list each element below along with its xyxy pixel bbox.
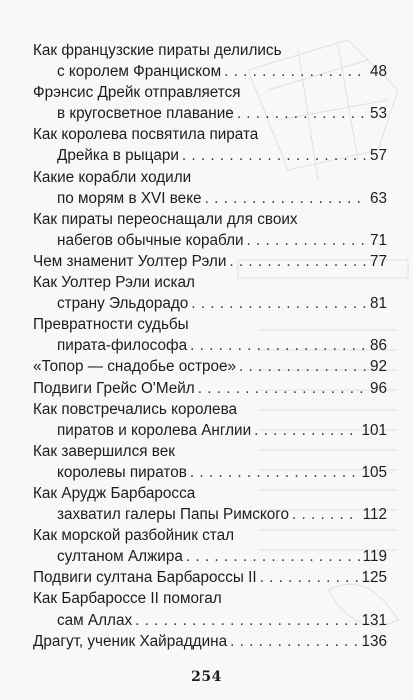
toc-entry-page: 136: [361, 632, 387, 650]
page-number: 254: [191, 669, 222, 685]
toc-entry: [33, 251, 387, 272]
toc-entry-title-line: Как королева посвятила пирата: [33, 126, 259, 144]
dot-leader: [198, 378, 367, 399]
toc-entry-title-line: с королем Франциском: [57, 63, 222, 81]
toc-entry: [33, 631, 387, 652]
toc-entry: [33, 209, 387, 251]
toc-entry: [33, 567, 387, 588]
toc-entry-title-line: Как Барбароссе II помогал: [33, 590, 222, 608]
dot-leader: [224, 61, 367, 82]
toc-entry-title-line: в кругосветное плавание: [57, 105, 234, 123]
toc-entry-title-line: султаном Алжира: [57, 548, 183, 566]
toc-entry-title-line: пиратов и королева Англии: [57, 421, 252, 439]
dot-leader: [191, 293, 367, 314]
toc-entry-title-line: «Топор — снадобье острое»: [33, 358, 236, 376]
toc-entry-title-line: Как морской разбойник стал: [33, 527, 235, 545]
toc-entry-page: 101: [361, 421, 387, 439]
toc-entry-page: 86: [369, 337, 387, 355]
toc-entry-title-line: Подвиги султана Барбароссы II: [33, 569, 257, 587]
toc-entry-title-line: по морям в XVI веке: [57, 189, 202, 207]
toc-entry: [33, 441, 387, 483]
toc-entry-page: 96: [369, 379, 387, 397]
toc-entry: [33, 314, 387, 356]
toc-entry: [33, 167, 387, 209]
toc-entry-title-line: Как пираты переоснащали для своих: [33, 210, 298, 228]
dot-leader: [205, 188, 367, 209]
toc-entry-title-line: сам Аллах: [57, 611, 133, 629]
toc-entry-title-line: Чем знаменит Уолтер Рэли: [33, 252, 227, 270]
toc-entry-page: 77: [369, 252, 387, 270]
dot-leader: [254, 420, 358, 441]
toc-entry-title-line: захватил галеры Папы Римского: [57, 506, 290, 524]
toc-entry-title-line: Какие корабли ходили: [33, 168, 192, 186]
toc-entry: [33, 356, 387, 377]
toc-entry-page: 112: [362, 506, 387, 524]
toc-entry-title-line: Как завершился век: [33, 442, 175, 460]
dot-leader: [186, 546, 360, 567]
toc-entry-title-line: Как Уолтер Рэли искал: [33, 274, 195, 292]
dot-leader: [237, 103, 367, 124]
toc-entry-title-line: Как французские пираты делились: [33, 42, 282, 59]
dot-leader: [190, 462, 359, 483]
toc-entry-page: 125: [361, 569, 387, 587]
toc-entry: [33, 272, 387, 314]
toc-entry-page: 48: [369, 63, 387, 81]
toc-entry: [33, 378, 387, 399]
toc-entry-title-line: Фрэнсис Дрейк отправляется: [33, 84, 241, 102]
toc-entry-title-line: страну Эльдорадо: [57, 295, 189, 313]
toc-entry: [33, 525, 387, 567]
dot-leader: [260, 567, 359, 588]
toc-entry-title-line: Как повстречались королева: [33, 400, 238, 418]
toc-entry-title-line: Как Арудж Барбаросса: [33, 484, 196, 502]
dot-leader: [190, 335, 367, 356]
dot-leader: [135, 610, 358, 631]
dot-leader: [292, 504, 360, 525]
toc-entry-page: 71: [369, 231, 387, 249]
toc-entry-page: 63: [369, 189, 387, 207]
dot-leader: [239, 356, 367, 377]
toc-entry-title-line: Драгут, ученик Хайраддина: [33, 632, 228, 650]
toc-entry-page: 92: [369, 358, 387, 376]
toc-entry-title-line: королевы пиратов: [57, 463, 187, 481]
dot-leader: [229, 251, 367, 272]
toc-entry-page: 57: [369, 147, 387, 165]
dot-leader: [182, 145, 367, 166]
toc-entry-title-line: Подвиги Грейс О'Мейл: [33, 379, 195, 397]
toc-entry-title-line: Дрейка в рыцари: [57, 147, 179, 165]
toc-entry: [33, 483, 387, 525]
dot-leader: [247, 230, 367, 251]
dot-leader: [230, 631, 358, 652]
toc-entry: [33, 399, 387, 441]
toc-entry: [33, 40, 387, 82]
toc-entry-page: 81: [369, 295, 387, 313]
table-of-contents: [33, 40, 387, 652]
toc-entry-title-line: пирата-философа: [57, 337, 188, 355]
toc-entry-page: 53: [369, 105, 387, 123]
toc-entry-page: 105: [361, 463, 387, 481]
toc-entry-title-line: набегов обычные корабли: [57, 231, 244, 249]
toc-entry: [33, 124, 387, 166]
toc-entry-title-line: Превратности судьбы: [33, 316, 189, 334]
toc-entry-page: 131: [361, 611, 387, 629]
toc-entry: [33, 82, 387, 124]
toc-entry: [33, 588, 387, 630]
toc-entry-page: 119: [362, 548, 387, 566]
